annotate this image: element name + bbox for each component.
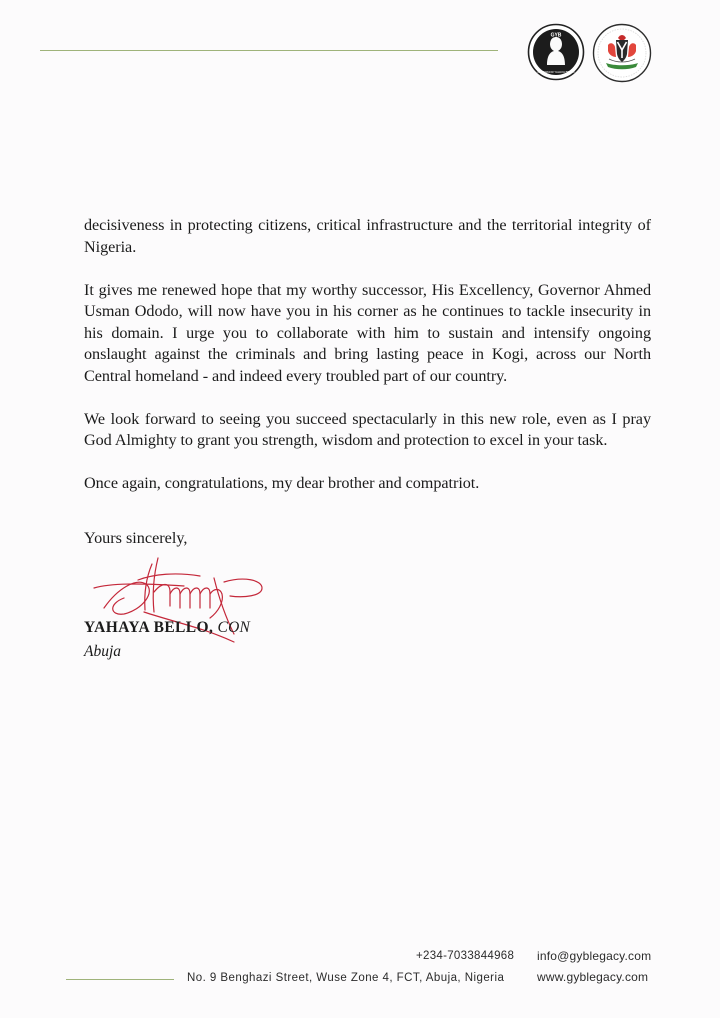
gyb-logo-icon bbox=[527, 23, 585, 81]
letter-paragraph: decisiveness in protecting citizens, critical infrastructure and the territorial integrity of Nigeria. bbox=[84, 216, 651, 256]
closing-salutation: Yours sincerely, bbox=[84, 529, 188, 547]
footer-phone: +234-7033844968 bbox=[416, 950, 515, 962]
footer-address: No. 9 Benghazi Street, Wuse Zone 4, FCT, Abuja, Nigeria bbox=[187, 972, 505, 984]
header-rule bbox=[40, 50, 498, 51]
gyb-logo-text: GYB bbox=[550, 32, 562, 39]
coat-of-arms-icon bbox=[592, 23, 652, 83]
signer-title: CON bbox=[217, 619, 251, 636]
signer-name-text: YAHAYA BELLO, bbox=[84, 619, 214, 636]
signer-location: Abuja bbox=[84, 643, 122, 660]
signer-name bbox=[84, 619, 250, 637]
letter-paragraph: It gives me renewed hope that my worthy successor, His Excellency, Governor Ahmed Usman Ododo, will now have you in his corner as he continues to tackle insecurity in his domain. I urge you to collaborate with him to sustain and intensify ongoing onslaught against the criminals and bring lasting peace in Kogi, across our North Central homeland - and indeed every troubled part of our country. bbox=[84, 280, 651, 385]
footer-email: info@gyblegacy.com bbox=[537, 949, 652, 963]
gyb-logo-ring-text: GOVERNOR YAHAYA BELLO bbox=[537, 70, 575, 74]
letter-paragraph: We look forward to seeing you succeed spectacularly in this new role, even as I pray God Almighty to grant you strength, wisdom and protection to excel in your task. bbox=[84, 409, 651, 449]
footer-website: www.gyblegacy.com bbox=[537, 970, 649, 984]
letter-paragraph: Once again, congratulations, my dear brother and compatriot. bbox=[84, 474, 480, 492]
footer-rule bbox=[66, 979, 174, 980]
letter-body bbox=[84, 215, 651, 516]
